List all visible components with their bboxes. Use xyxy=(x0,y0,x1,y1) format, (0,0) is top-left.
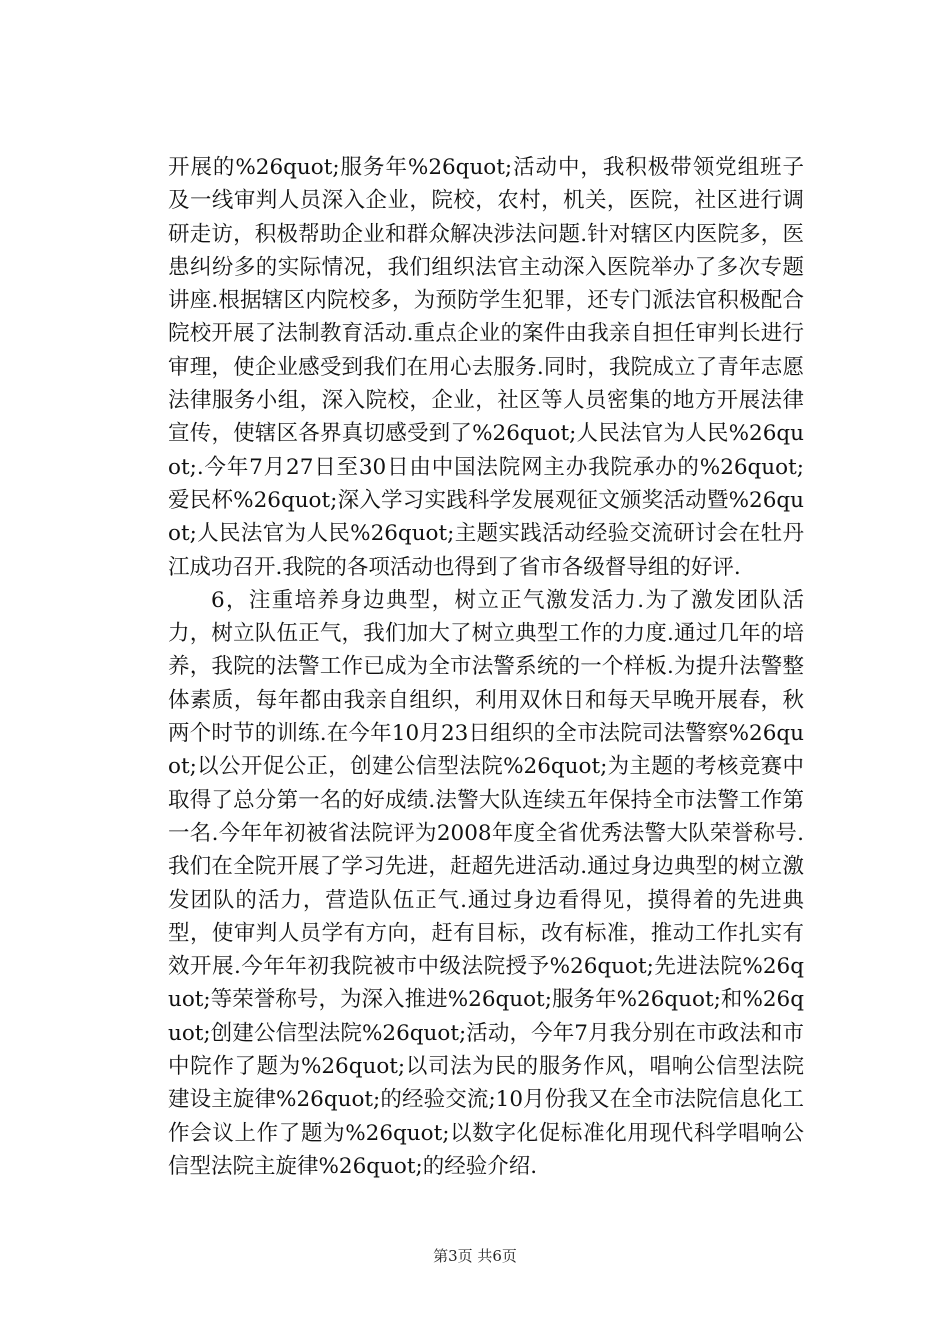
paragraph-2: 6，注重培养身边典型，树立正气激发活力.为了激发团队活力，树立队伍正气，我们加大了树立典型工作的力度.通过几年的培养，我院的法警工作已成为全市法警系统的一个样板.为提升法警整体素质，每年都由我亲自组织，利用双休日和每天早晚开展春，秋两个时节的训练.在今年10月23日组织的全市法院司法警察%26quot;以公开促公正，创建公信型法院%26quot;为主题的考核竞赛中取得了总分第一名的好成绩.法警大队连续五年保持全市法警工作第一名.今年年初被省法院评为2008年度全省优秀法警大队荣誉称号.我们在全院开展了学习先进，赶超先进活动.通过身边典型的树立激发团队的活力，营造队伍正气.通过身边看得见，摸得着的先进典型，使审判人员学有方向，赶有目标，改有标准，推动工作扎实有效开展.今年年初我院被市中级法院授予%26quot;先进法院%26quot;等荣誉称号，为深入推进%26quot;服务年%26quot;和%26quot;创建公信型法院%26quot;活动，今年7月我分别在市政法和市中院作了题为%26quot;以司法为民的服务作风，唱响公信型法院建设主旋律%26quot;的经验交流;10月份我又在全市法院信息化工作会议上作了题为%26quot;以数字化促标准化用现代科学唱响公信型法院主旋律%26quot;的经验介绍. xyxy=(168,587,804,1179)
paragraph-1: 开展的%26quot;服务年%26quot;活动中，我积极带领党组班子及一线审判人员深入企业，院校，农村，机关，医院，社区进行调研走访，积极帮助企业和群众解决涉法问题.针对辖区内医院多，医患纠纷多的实际情况，我们组织法官主动深入医院举办了多次专题讲座.根据辖区内院校多，为预防学生犯罪，还专门派法官积极配合院校开展了法制教育活动.重点企业的案件由我亲自担任审判长进行审理，使企业感受到我们在用心去服务.同时，我院成立了青年志愿法律服务小组，深入院校，企业，社区等人员密集的地方开展法律宣传，使辖区各界真切感受到了%26quot;人民法官为人民%26quot;.今年7月27日至30日由中国法院网主办我院承办的%26quot;爱民杯%26quot;深入学习实践科学发展观征文颁奖活动暨%26quot;人民法官为人民%26quot;主题实践活动经验交流研讨会在牡丹江成功召开.我院的各项活动也得到了省市各级督导组的好评. xyxy=(168,155,804,580)
document-body xyxy=(168,151,804,1183)
page-number-footer: 第3页 共6页 xyxy=(433,1247,517,1265)
